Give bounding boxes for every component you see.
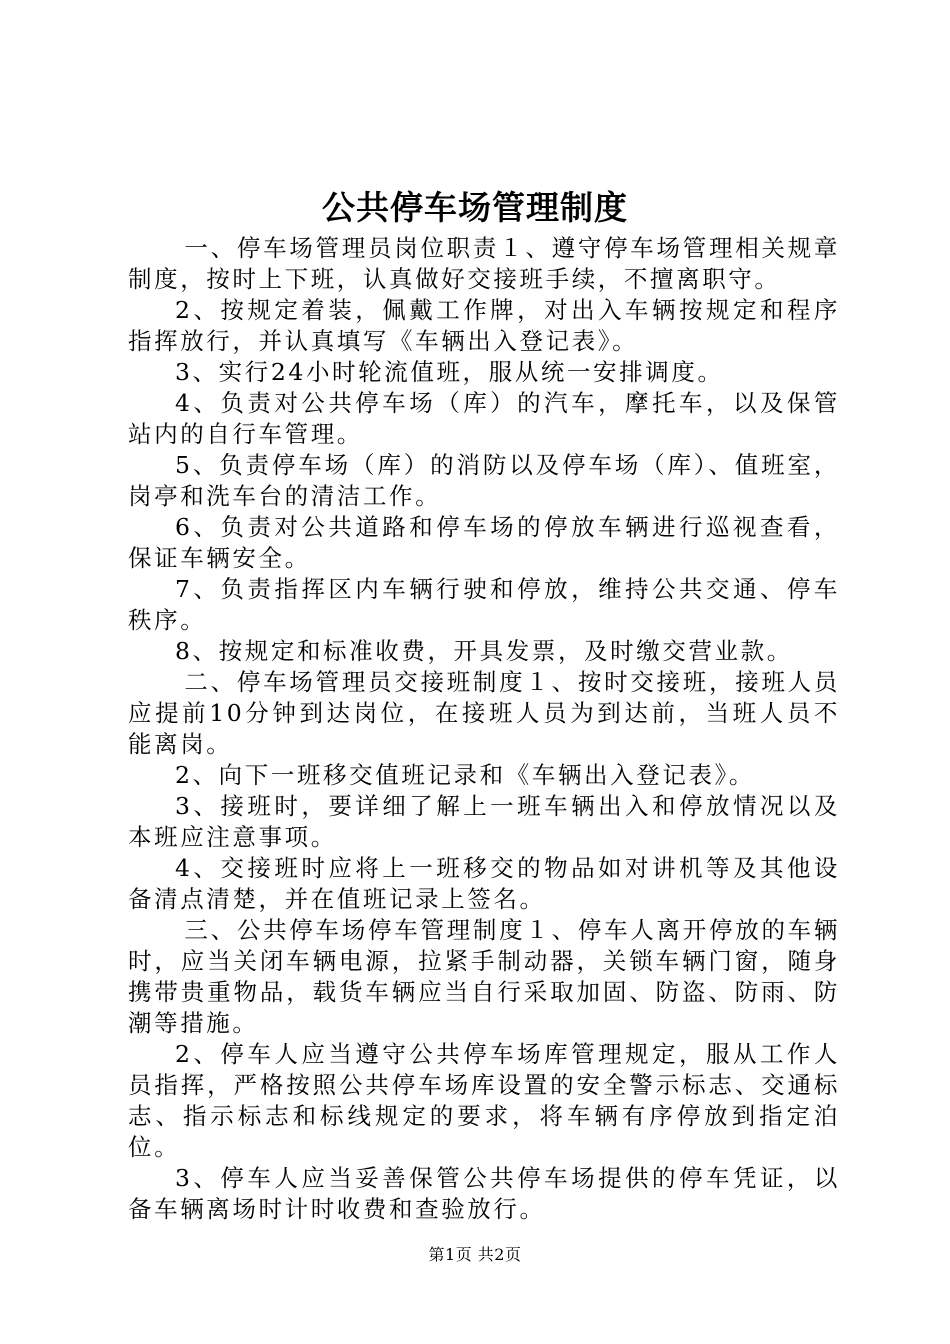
paragraph-item: 3、接班时，要详细了解上一班车辆出入和停放情况以及本班应注意事项。 [128, 792, 840, 851]
document-body [128, 233, 840, 1225]
paragraph-item: 8、按规定和标准收费，开具发票，及时缴交营业款。 [175, 637, 793, 665]
paragraph-item: 5、负责停车场（库）的消防以及停车场（库）、值班室，岗亭和洗车台的清洁工作。 [128, 451, 840, 510]
paragraph-section-1: 一、停车场管理员岗位职责１、遵守停车场管理相关规章制度，按时上下班，认真做好交接班手续，不擅离职守。 [128, 234, 840, 293]
paragraph-item: 4、负责对公共停车场（库）的汽车，摩托车，以及保管站内的自行车管理。 [128, 389, 840, 448]
paragraph-item: 4、交接班时应将上一班移交的物品如对讲机等及其他设备清点清楚，并在值班记录上签名。 [128, 854, 840, 913]
paragraph-section-2: 二、停车场管理员交接班制度１、按时交接班，接班人员应提前10分钟到达岗位，在接班人员为到达前，当班人员不能离岗。 [128, 668, 840, 758]
document-title: 公共停车场管理制度 [322, 188, 628, 227]
paragraph-item: 6、负责对公共道路和停车场的停放车辆进行巡视查看，保证车辆安全。 [128, 513, 840, 572]
paragraph-item: 2、向下一班移交值班记录和《车辆出入登记表》。 [175, 761, 756, 789]
paragraph-item: 3、实行24小时轮流值班，服从统一安排调度。 [175, 358, 724, 386]
page-footer: 第1页 共2页 [428, 1245, 522, 1264]
paragraph-item: 7、负责指挥区内车辆行驶和停放，维持公共交通、停车秩序。 [128, 575, 840, 634]
paragraph-item: 3、停车人应当妥善保管公共停车场提供的停车凭证，以备车辆离场时计时收费和查验放行。 [128, 1164, 840, 1223]
paragraph-section-3: 三、公共停车场停车管理制度１、停车人离开停放的车辆时，应当关闭车辆电源，拉紧手制动器，关锁车辆门窗，随身携带贵重物品，载货车辆应当自行采取加固、防盗、防雨、防潮等措施。 [128, 916, 840, 1037]
paragraph-item: 2、停车人应当遵守公共停车场库管理规定，服从工作人员指挥，严格按照公共停车场库设置的安全警示标志、交通标志、指示标志和标线规定的要求，将车辆有序停放到指定泊位。 [128, 1040, 840, 1161]
paragraph-item: 2、按规定着装，佩戴工作牌，对出入车辆按规定和程序指挥放行，并认真填写《车辆出入登记表》。 [128, 296, 840, 355]
